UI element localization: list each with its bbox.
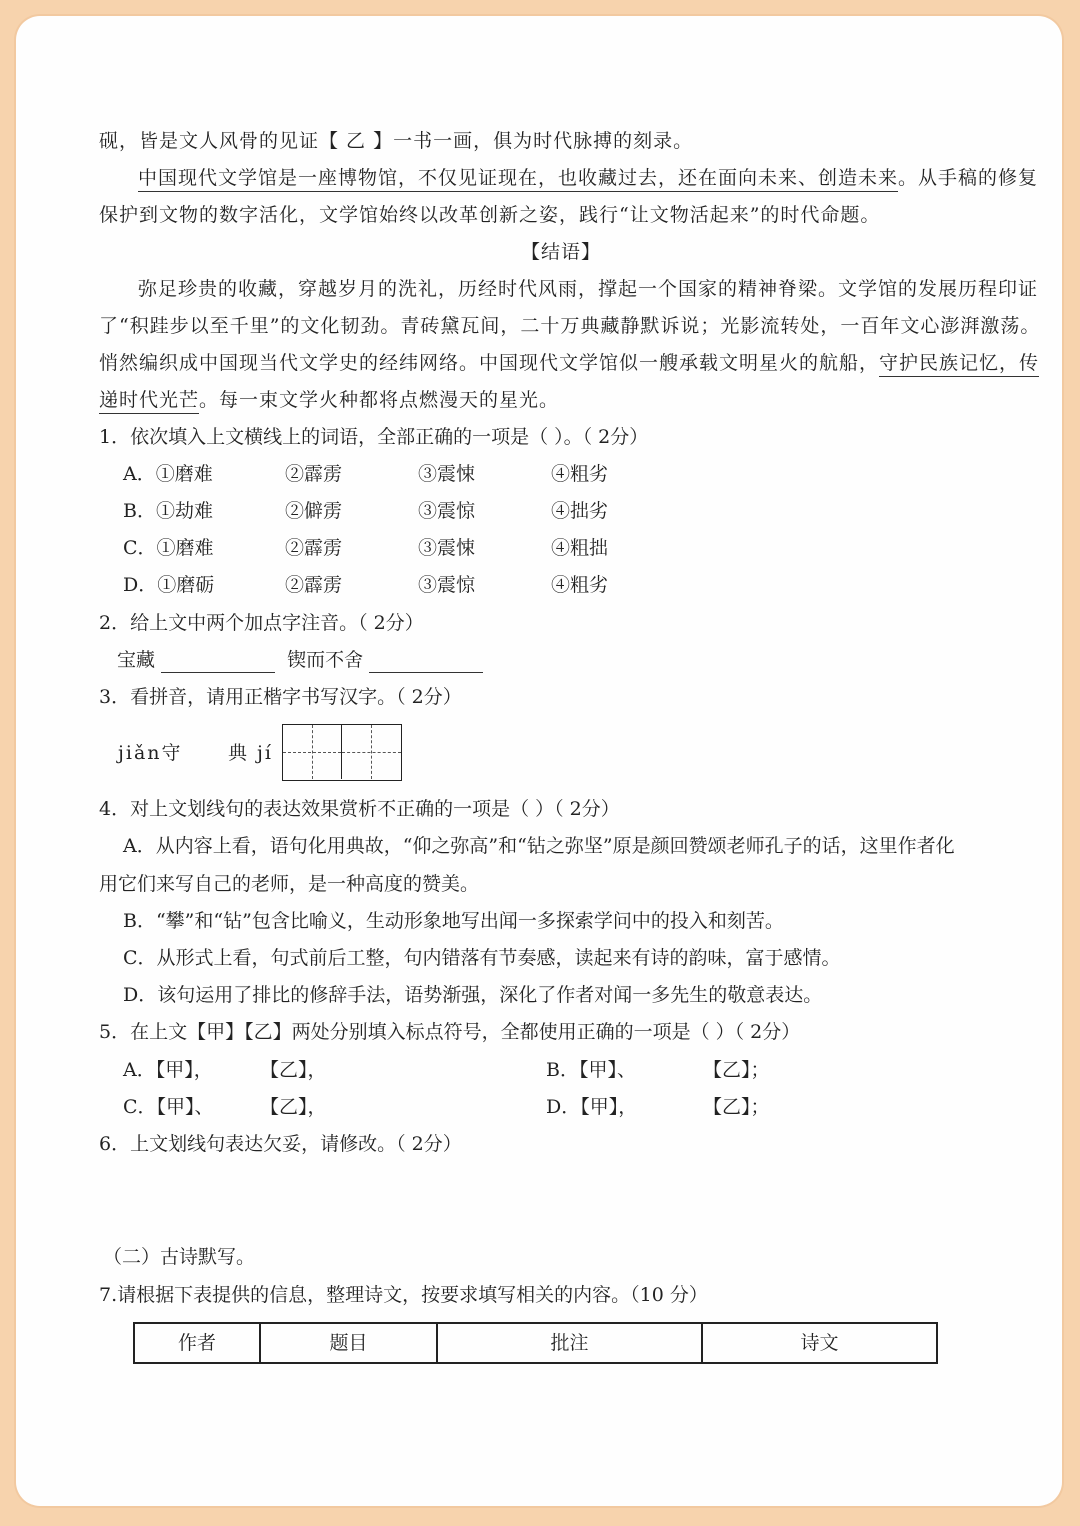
poem-table	[133, 1322, 938, 1364]
q5-option-c-jia: C．【甲】、	[123, 1096, 214, 1118]
q1-option-d-1: D．①磨砺	[123, 574, 215, 596]
q1-option-c-4: ④粗拙	[551, 537, 609, 559]
q1-option-d-4: ④粗劣	[551, 574, 609, 596]
q7-stem: 7.请根据下表提供的信息，整理诗文，按要求填写相关的内容。（10 分）	[99, 1284, 708, 1306]
poem-table-header-row	[134, 1323, 937, 1363]
q1-option-b-4: ④拙劣	[551, 500, 609, 522]
q2-blank-1[interactable]	[161, 652, 275, 673]
q5-stem: 5．在上文【甲】【乙】两处分别填入标点符号，全都使用正确的一项是（ ）（ 2分）	[99, 1021, 801, 1043]
passage-line-2	[138, 165, 1038, 191]
writing-grid-cell[interactable]	[283, 725, 342, 779]
q3-item-2: 典 jí	[228, 742, 274, 764]
section-heading: 【结语】	[521, 241, 602, 263]
q5-option-b-yi: 【乙】；	[703, 1059, 770, 1081]
q5-option-d-jia: D．【甲】，	[546, 1096, 638, 1118]
q4-option-c: C．从形式上看，句式前后工整，句内错落有节奏感，读起来有诗的韵味，富于感情。	[123, 947, 841, 969]
passage-line-6	[99, 350, 1039, 376]
underlined-phrase: 守护民族记忆，传	[879, 352, 1039, 377]
q1-option-a-3: ③震悚	[418, 463, 476, 485]
passage-line-3: 保护到文物的数字活化，文学馆始终以改革创新之姿，践行“让文物活起来”的时代命题。	[99, 204, 881, 226]
q4-option-b: B．“攀”和“钻”包含比喻义，生动形象地写出闻一多探索学问中的投入和刻苦。	[123, 910, 784, 932]
q4-option-a-line-1: A．从内容上看，语句化用典故，“仰之弥高”和“钻之弥坚”原是颜回赞颂老师孔子的话，这里作者化	[123, 835, 955, 857]
q5-option-a-yi: 【乙】，	[260, 1059, 327, 1081]
q1-option-c-2: ②霹雳	[285, 537, 343, 559]
passage-line-1: 砚，皆是文人风骨的见证【 乙 】一书一画，俱为时代脉搏的刻录。	[99, 130, 694, 152]
q2-answer-row	[117, 647, 483, 673]
passage-line-7-rest: 。每一束文学火种都将点燃漫天的星光。	[199, 389, 560, 411]
writing-grid-cell[interactable]	[342, 725, 401, 779]
underlined-phrase-end: 递时代光芒	[99, 389, 199, 414]
q2-word-2: 锲而不舍	[287, 649, 364, 671]
section-2-title: （二）古诗默写。	[103, 1246, 256, 1268]
q1-option-d-2: ②霹雳	[285, 574, 343, 596]
header-title: 题目	[260, 1323, 437, 1363]
q2-blank-2[interactable]	[369, 652, 483, 673]
passage-line-6-text: 悄然编织成中国现当代文学史的经纬网络。中国现代文学馆似一艘承载文明星火的航船，	[99, 352, 880, 374]
q3-stem: 3．看拼音，请用正楷字书写汉字。（ 2分）	[99, 686, 462, 708]
q1-option-a-2: ②霹雳	[285, 463, 343, 485]
header-poem-text: 诗文	[702, 1323, 937, 1363]
q5-option-d-yi: 【乙】；	[703, 1096, 770, 1118]
q1-option-b-1: B．①劫难	[123, 500, 213, 522]
q2-stem: 2．给上文中两个加点字注音。（ 2分）	[99, 612, 424, 634]
q1-option-b-2: ②僻雳	[285, 500, 343, 522]
header-author: 作者	[134, 1323, 260, 1363]
passage-line-4: 弥足珍贵的收藏，穿越岁月的洗礼，历经时代风雨，撑起一个国家的精神脊梁。文学馆的发展历程印证	[138, 278, 1039, 300]
passage-line-7	[99, 387, 559, 413]
q4-stem: 4．对上文划线句的表达效果赏析不正确的一项是（ ）（ 2分）	[99, 798, 620, 820]
underlined-sentence: 中国现代文学馆是一座博物馆，不仅见证现在，也收藏过去，还在面向未来、创造未来	[138, 167, 898, 192]
q1-option-a-4: ④粗劣	[551, 463, 609, 485]
q1-option-b-3: ③震惊	[418, 500, 476, 522]
q4-option-a-line-2: 用它们来写自己的老师，是一种高度的赞美。	[99, 873, 480, 895]
q5-option-b-jia: B．【甲】、	[546, 1059, 636, 1081]
q6-stem: 6．上文划线句表达欠妥，请修改。（ 2分）	[99, 1133, 462, 1155]
q5-option-c-yi: 【乙】，	[260, 1096, 327, 1118]
q1-stem: 1．依次填入上文横线上的词语，全部正确的一项是（ ）。（ 2分）	[99, 426, 649, 448]
passage-line-2-rest: 。从手稿的修复	[898, 167, 1039, 189]
q2-word-1: 宝藏	[117, 649, 156, 671]
writing-grid[interactable]	[282, 724, 402, 781]
q3-item-1: jiǎn守	[118, 742, 183, 764]
passage-line-5: 了“积跬步以至千里”的文化韧劲。青砖黛瓦间，二十万典藏静默诉说；光影流转处，一百年文心澎湃激荡。	[99, 315, 1041, 337]
q5-option-a-jia: A．【甲】，	[123, 1059, 213, 1081]
q4-option-d: D．该句运用了排比的修辞手法，语势渐强，深化了作者对闻一多先生的敬意表达。	[123, 984, 823, 1006]
q1-option-c-3: ③震悚	[418, 537, 476, 559]
q1-option-a-1: A．①磨难	[123, 463, 213, 485]
header-annotation: 批注	[437, 1323, 702, 1363]
q1-option-d-3: ③震惊	[418, 574, 476, 596]
q1-option-c-1: C．①磨难	[123, 537, 214, 559]
